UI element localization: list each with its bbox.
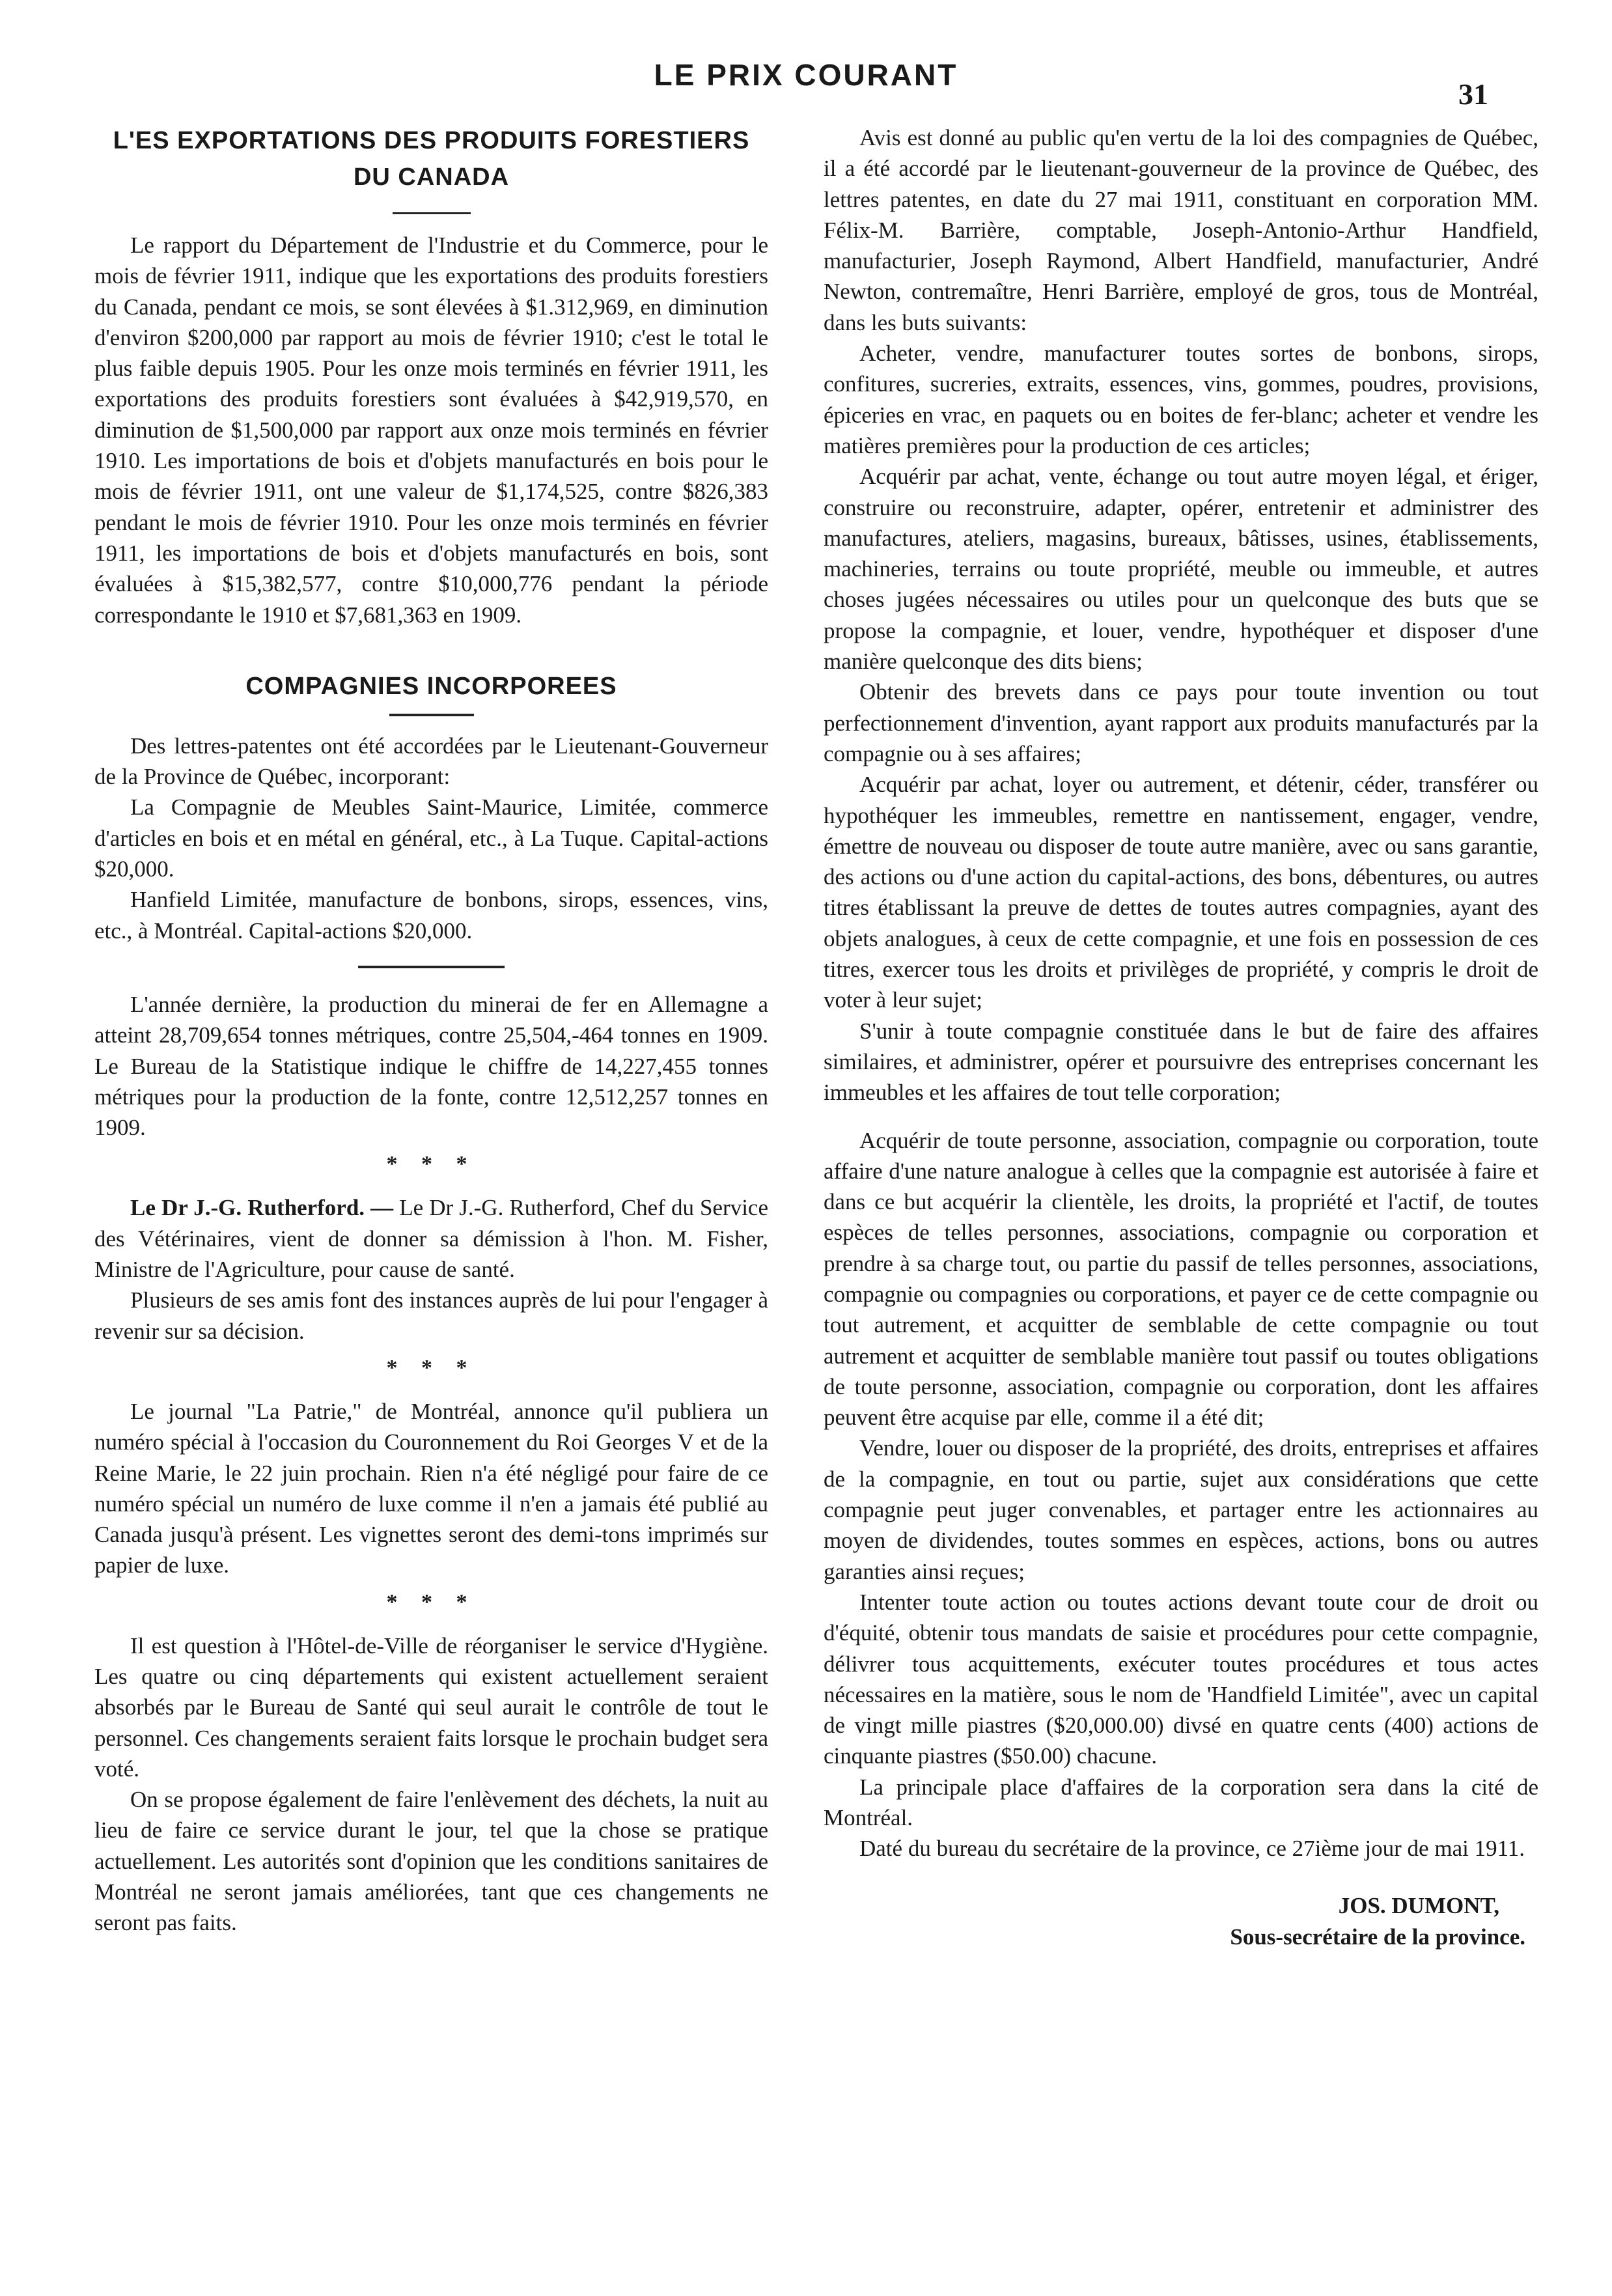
article-body-rutherford [94, 1192, 768, 1285]
article-body-rutherford-2: Plusieurs de ses amis font des instances auprès de lui pour l'engager à revenir sur sa décision. [94, 1287, 768, 1344]
article-body-hygiene-2: On se propose également de faire l'enlèvement des déchets, la nuit au lieu de faire ce service durant le jour, tel que la chose se pratique actuellement. Les autorités sont d'opinion que les conditions sanitaires de Montréal ne seront jamais améliorées, tant que ces changements ne seront pas faits. [94, 1787, 768, 1936]
article-body-compagnies-hanfield: Hanfield Limitée, manufacture de bonbons, sirops, essences, vins, etc., à Montréal. Capital-actions $20,000. [94, 887, 768, 944]
left-column [94, 122, 768, 1939]
notice-paragraph: La principale place d'affaires de la corporation sera dans la cité de Montréal. [824, 1774, 1538, 1831]
article-body-compagnies-intro: Des lettres-patentes ont été accordées par le Lieutenant-Gouverneur de la Province de Québec, incorporant: [94, 733, 768, 790]
separator-stars: * * * [386, 1355, 477, 1380]
notice-paragraph: Vendre, louer ou disposer de la propriété, des droits, entreprises et affaires de la compagnie, en tout ou partie, sujet aux considérations que cette compagnie peut juger convenables, et partager entre les actionnaires au moyen de dividendes, toutes sommes en espèces, actions, bons ou autres garanties ainsi reçues; [824, 1435, 1538, 1584]
signature-title: Sous-secrétaire de la province. [1230, 1924, 1525, 1950]
notice-paragraph: Intenter toute action ou toutes actions devant toute cour de droit ou d'équité, obtenir tous mandats de saisie et procédures pour cette compagnie, délivrer tous acquittements, exécuter toutes procédures et tous actes nécessaires en la matière, sous le nom de 'Handfield Limitée", avec un capital de vingt mille piastres ($20,000.00) divsé en quatre cents (400) actions de cinquante piastres ($50.00) chacune. [824, 1589, 1538, 1769]
notice-paragraph: Daté du bureau du secrétaire de la province, ce 27ième jour de mai 1911. [859, 1836, 1525, 1862]
page-number: 31 [1458, 77, 1488, 111]
article-title-exportations: L'ES EXPORTATIONS DES PRODUITS FORESTIERS [113, 127, 750, 154]
notice-paragraph: Acheter, vendre, manufacturer toutes sortes de bonbons, sirops, confitures, sucreries, extraits, essences, vins, gommes, poudres, provisions, épiceries en vrac, en paquets ou en boites de fer-blanc; acheter et vendre les matières premières pour la production de ces articles; [824, 341, 1538, 458]
article-body-hygiene: Il est question à l'Hôtel-de-Ville de réorganiser le service d'Hygiène. Les quatre ou cinq départements qui existent actuellement seraient absorbés par le Bureau de Santé qui seul aurait le contrôle de tout le personnel. Ces changements seraient faits lorsque le prochain budget sera voté. [94, 1632, 768, 1782]
page-header [0, 57, 1612, 111]
notice-paragraph: Obtenir des brevets dans ce pays pour toute invention ou tout perfectionnement d'invention, ayant rapport aux produits manufacturés par la compagnie ou à ses affaires; [824, 679, 1538, 766]
article-body-compagnies-meubles: La Compagnie de Meubles Saint-Maurice, Limitée, commerce d'articles en bois et en métal en général, etc., à La Tuque. Capital-actions $20,000. [94, 794, 768, 882]
separator-stars: * * * [386, 1152, 477, 1177]
article-title-compagnies: COMPAGNIES INCORPOREES [245, 672, 617, 700]
article-body-exportations: Le rapport du Département de l'Industrie et du Commerce, pour le mois de février 1911, indique que les exportations des produits forestiers du Canada, pendant ce mois, se sont élevées à $1.312,969, en diminution d'environ $200,000 par rapport au mois de février 1910; c'est le total le plus faible depuis 1905. Pour les onze mois terminés en février 1911, les exportations des produits forestiers sont évaluées à $42,919,570, en diminution de $1,500,000 par rapport aux onze mois terminés en février 1910. Les importations de bois et d'objets manufacturés en bois pour le mois de février 1911, ont une valeur de $1,174,525, contre $826,383 pendant le mois de février 1910. Pour les onze mois terminés en février 1911, les importations de bois et d'objets manufacturés en bois, sont évaluées à $15,382,577, contre $10,000,776 pendant la période correspondante le 1910 et $7,681,363 en 1909. [94, 232, 768, 628]
article-body-patrie: Le journal "La Patrie," de Montréal, annonce qu'il publiera un numéro spécial à l'occasion du Couronnement du Roi Georges V et de la Reine Marie, le 22 juin prochain. Rien n'a été négligé pour faire de ce numéro spécial un numéro de luxe comme il n'en a jamais été publié au Canada jusqu'à présent. Les vignettes seront des demi-tons imprimés sur papier de luxe. [94, 1398, 768, 1578]
notice-paragraph: Avis est donné au public qu'en vertu de la loi des compagnies de Québec, il a été accordé par le lieutenant-gouverneur de la province de Québec, des lettres patentes, en date du 27 mai 1911, constituant en corporation MM. Félix-M. Barrière, comptable, Joseph-Antonio-Arthur Handfield, manufacturier, Joseph Raymond, Albert Handfield, manufacturier, André Newton, contremaître, Henri Barrière, employé de gros, tous de Montréal, dans les buts suivants: [824, 125, 1538, 335]
right-column [824, 122, 1538, 1953]
article-lead-rutherford: Le Dr J.-G. Rutherford. — [130, 1195, 394, 1221]
notice-paragraph: Acquérir par achat, loyer ou autrement, et détenir, céder, transférer ou hypothéquer les immeubles, remettre en nantissement, engager, vendre, émettre de nouveau ou disposer de toute autre manière, avec ou sans garantie, des actions ou d'une action du capital-actions, des bons, débentures, ou autres titres établissant la preuve de dettes de toutes autres compagnies, ayant des objets analogues, à ceux de cette compagnie, et une fois en possession de ces titres, exercer tous les droits et privilèges de propriété, y compris le droit de voter à leur sujet; [824, 772, 1538, 1013]
divider [358, 966, 505, 968]
divider [393, 212, 471, 214]
journal-title: LE PRIX COURANT [654, 58, 958, 92]
separator-stars: * * * [386, 1589, 477, 1614]
article-body-minerai: L'année dernière, la production du minerai de fer en Allemagne a atteint 28,709,654 tonnes métriques, contre 25,504,-464 tonnes en 1909. Le Bureau de la Statistique indique le chiffre de 14,227,455 tonnes métriques pour la production de la fonte, contre 12,512,257 tonnes en 1909. [94, 991, 768, 1141]
notice-paragraph: S'unir à toute compagnie constituée dans le but de faire des affaires similaires, et administrer, opérer et poursuivre des entreprises concernant les immeubles et les affaires de tout telle corporation; [824, 1018, 1538, 1106]
notice-paragraph: Acquérir par achat, vente, échange ou tout autre moyen légal, et ériger, construire ou reconstruire, adapter, opérer, entretenir et administrer des manufactures, ateliers, magasins, bureaux, bâtisses, usines, établissements, machineries, terrains ou toute propriété, meuble ou immeuble, et autres choses jugées nécessaires ou utiles pour un quelconque des buts que se propose la compagnie, et louer, vendre, hypothéquer et disposer d'une manière quelconque des dits biens; [824, 464, 1538, 675]
notice-paragraph: Acquérir de toute personne, association, compagnie ou corporation, toute affaire d'une nature analogue à celles que la compagnie est autorisée à faire et dans ce but acquérir la clientèle, les droits, la propriété et l'actif, de toutes espèces de telles personnes, associations, compagnie ou corporation et prendre à sa charge tout, ou partie du passif de telles personnes, associations, compagnie ou compagnies ou corporations, et payer ce de cette compagnie ou tout autrement, et acquitter de semblable de cette compagnie ou tout autrement et acquitter de semblable manière tout passif ou toutes obligations de toute personne, association, compagnie ou corporation, dont les affaires peuvent être acquise par elle, comme il a été dit; [824, 1127, 1538, 1431]
article-text-rutherford: Le Dr J.-G. Rutherford, Chef du Service des Vétérinaires, vient de donner sa démission à l'hon. M. Fisher, Ministre de l'Agriculture, pour cause de santé. [94, 1195, 769, 1283]
article-title-exportations-line2: DU CANADA [353, 163, 510, 191]
signature-name: JOS. DUMONT, [1338, 1892, 1499, 1918]
divider [389, 714, 474, 716]
